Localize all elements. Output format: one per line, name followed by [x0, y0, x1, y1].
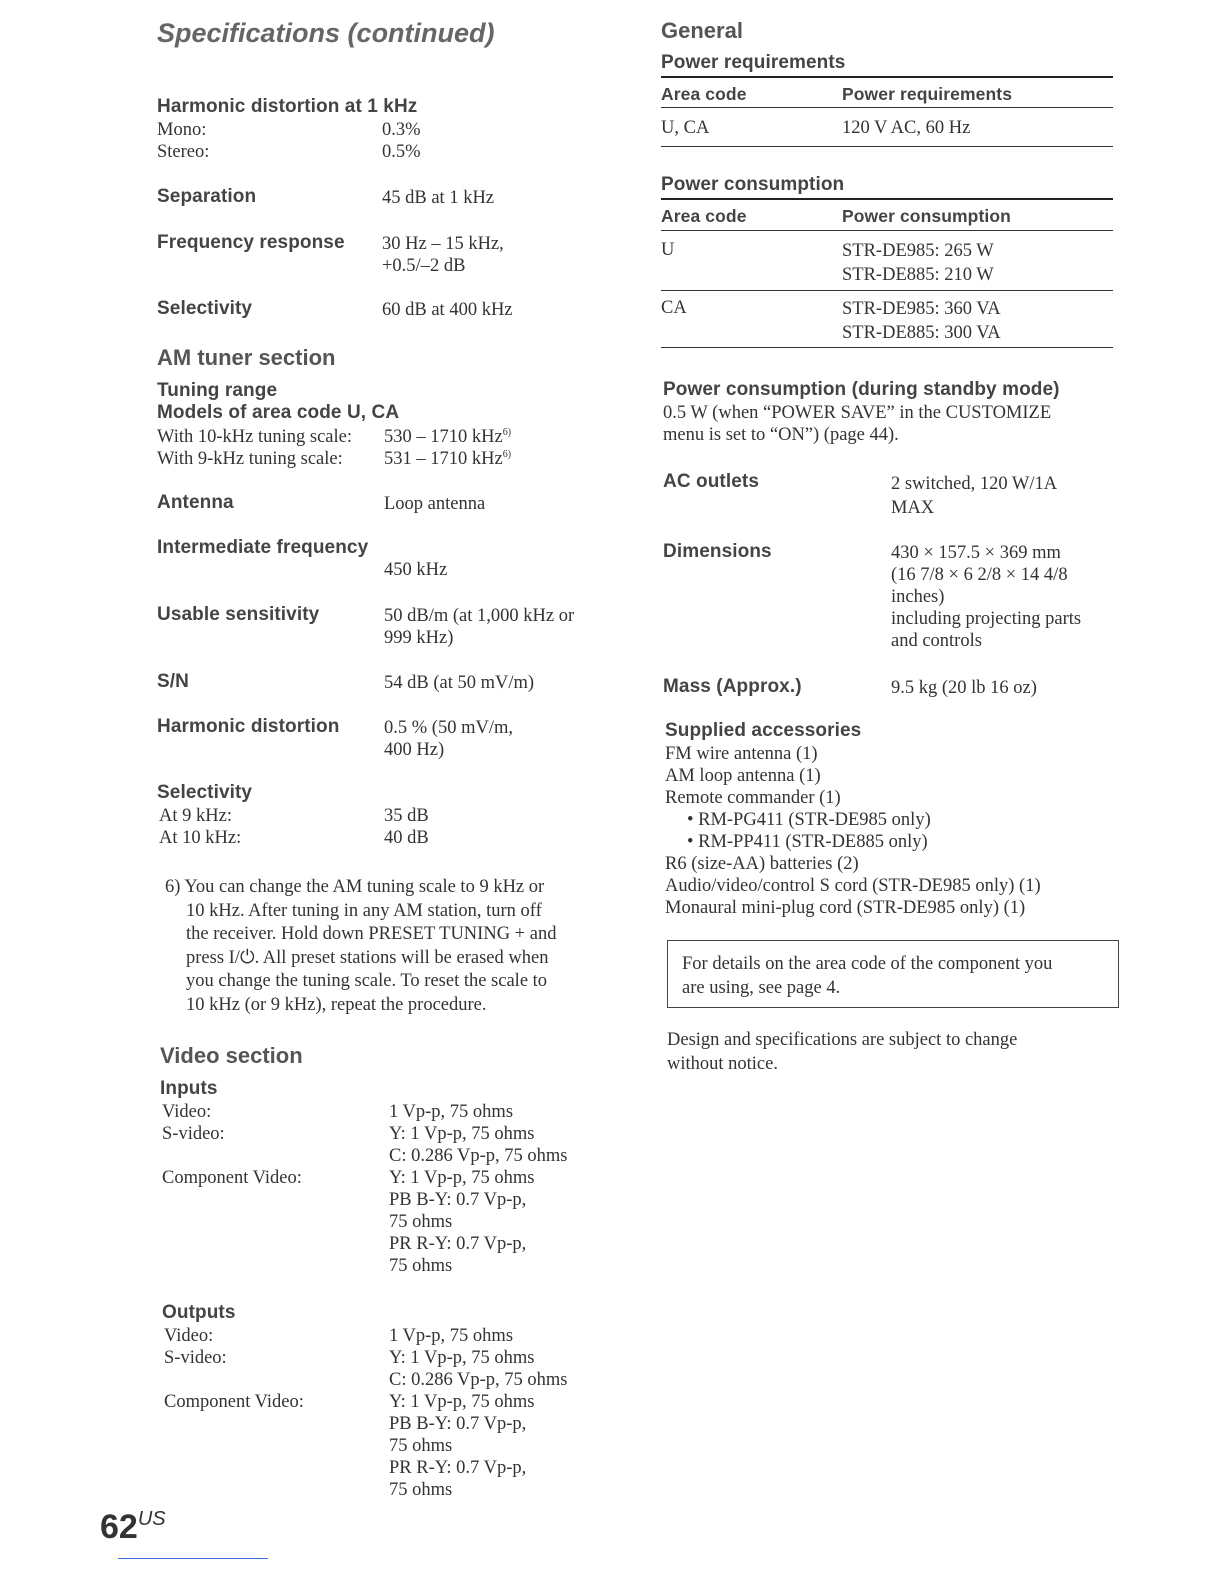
footnote-line: 6) You can change the AM tuning scale to 9 kHz or — [165, 877, 545, 897]
ac-outlets-label: AC outlets — [663, 471, 759, 492]
power-cons-heading: Power consumption — [661, 174, 845, 195]
outputs-video-value: 1 Vp-p, 75 ohms — [389, 1326, 514, 1346]
footnote-line: 10 kHz. After tuning in any AM station, turn off — [186, 900, 542, 921]
standby-line-1: 0.5 W (when “POWER SAVE” in the CUSTOMIZE — [663, 403, 1052, 423]
am-selectivity-heading: Selectivity — [157, 782, 253, 803]
sensitivity-values — [384, 605, 574, 649]
am-harmonic-value-2: 400 Hz) — [384, 740, 445, 760]
video-section-heading: Video section — [160, 1043, 303, 1068]
am-selectivity-10k-value: 40 dB — [384, 828, 429, 848]
accessory-item: R6 (size-AA) batteries (2) — [665, 854, 859, 874]
power-cons-col-value: Power consumption — [842, 206, 1011, 226]
separation-label: Separation — [157, 186, 257, 207]
accessory-item: AM loop antenna (1) — [665, 766, 821, 786]
inputs-svideo-value-1: Y: 1 Vp-p, 75 ohms — [389, 1124, 535, 1144]
inputs-svideo-value-2: C: 0.286 Vp-p, 75 ohms — [389, 1146, 568, 1166]
footnote-line: the receiver. Hold down PRESET TUNING + and — [186, 924, 557, 944]
separation-value: 45 dB at 1 kHz — [382, 188, 495, 208]
footnote — [165, 876, 556, 1017]
antenna-value: Loop antenna — [384, 494, 486, 514]
note-box-line-2: are using, see page 4. — [682, 978, 841, 998]
inputs-video-value: 1 Vp-p, 75 ohms — [389, 1102, 514, 1122]
am-harmonic-values — [384, 717, 513, 761]
footer-rule — [118, 1558, 268, 1559]
ac-outlets-value-2: MAX — [891, 498, 935, 518]
inputs-component-line: Y: 1 Vp-p, 75 ohms — [389, 1168, 535, 1188]
sensitivity-label: Usable sensitivity — [157, 604, 320, 625]
standby-heading: Power consumption (during standby mode) — [663, 379, 1060, 400]
models-heading: Models of area code U, CA — [157, 402, 400, 423]
outputs-heading: Outputs — [162, 1302, 236, 1323]
harmonic-labels — [157, 119, 209, 163]
footnote-line: you change the tuning scale. To reset the scale to — [186, 971, 548, 991]
dimensions-line: (16 7/8 × 6 2/8 × 14 4/8 — [891, 565, 1068, 585]
power-req-area: U, CA — [661, 118, 710, 138]
tuning-values — [384, 426, 511, 470]
page-number — [100, 1508, 166, 1547]
footnote-ref: 6) — [502, 426, 512, 438]
harmonic-stereo-label: Stereo: — [157, 142, 210, 162]
antenna-label: Antenna — [157, 492, 234, 513]
inputs-component-label: Component Video: — [162, 1168, 302, 1188]
power-req-header-rule — [661, 107, 1113, 108]
power-cons-area-ca: CA — [661, 298, 687, 318]
inputs-component-line: 75 ohms — [389, 1256, 453, 1276]
harmonic-heading: Harmonic distortion at 1 kHz — [157, 96, 418, 117]
inputs-values — [389, 1101, 568, 1277]
frequency-values — [382, 233, 504, 277]
dimensions-line: and controls — [891, 631, 982, 651]
am-selectivity-values — [384, 805, 429, 849]
selectivity-label: Selectivity — [157, 298, 253, 319]
intermediate-value: 450 kHz — [384, 560, 448, 580]
inputs-component-line: 75 ohms — [389, 1212, 453, 1232]
sensitivity-value-2: 999 kHz) — [384, 628, 454, 648]
am-selectivity-10k-label: At 10 kHz: — [159, 828, 242, 848]
power-cons-header-rule — [661, 230, 1113, 231]
mass-value: 9.5 kg (20 lb 16 oz) — [891, 678, 1037, 698]
power-cons-col-area: Area code — [661, 206, 747, 226]
outputs-component-line: Y: 1 Vp-p, 75 ohms — [389, 1392, 535, 1412]
harmonic-mono-label: Mono: — [157, 120, 207, 140]
outputs-component-line: PB B-Y: 0.7 Vp-p, — [389, 1414, 527, 1434]
inputs-component-line: PB B-Y: 0.7 Vp-p, — [389, 1190, 527, 1210]
accessories-heading: Supplied accessories — [665, 720, 862, 741]
power-cons-u-v2: STR-DE885: 210 W — [842, 265, 994, 285]
footnote-line: press I/⏻. All preset stations will be erased when — [186, 947, 549, 968]
accessory-item: Audio/video/control S cord (STR-DE985 only) (1) — [665, 876, 1041, 896]
outputs-component-line: 75 ohms — [389, 1436, 453, 1456]
dimensions-values — [891, 542, 1081, 652]
power-req-col-value: Power requirements — [842, 84, 1013, 104]
tuning-labels — [157, 426, 352, 470]
mass-label: Mass (Approx.) — [663, 676, 802, 697]
footnote-ref: 6) — [502, 448, 512, 460]
accessories-list — [665, 743, 1041, 919]
power-cons-u-values — [842, 239, 994, 287]
am-section-heading: AM tuner section — [157, 345, 336, 370]
general-heading: General — [661, 18, 743, 43]
power-req-top-rule — [661, 76, 1113, 78]
power-req-bottom-rule — [661, 146, 1113, 147]
harmonic-mono-value: 0.3% — [382, 120, 421, 140]
power-cons-ca-v1: STR-DE985: 360 VA — [842, 299, 1001, 319]
intermediate-label: Intermediate frequency — [157, 537, 369, 558]
inputs-heading: Inputs — [160, 1078, 218, 1099]
power-cons-u-v1: STR-DE985: 265 W — [842, 241, 994, 261]
ac-outlets-value-1: 2 switched, 120 W/1A — [891, 474, 1058, 494]
frequency-value-1: 30 Hz – 15 kHz, — [382, 234, 504, 254]
dimensions-line: 430 × 157.5 × 369 mm — [891, 543, 1061, 563]
frequency-label: Frequency response — [157, 232, 345, 253]
accessory-item: Remote commander (1) — [665, 788, 841, 808]
note-box-line-1: For details on the area code of the component you — [682, 954, 1053, 974]
accessory-item: FM wire antenna (1) — [665, 744, 818, 764]
page-number-value: 62 — [100, 1508, 138, 1546]
sn-value: 54 dB (at 50 mV/m) — [384, 673, 535, 693]
harmonic-stereo-value: 0.5% — [382, 142, 421, 162]
power-cons-top-rule — [661, 198, 1113, 200]
page-number-suffix: US — [137, 1508, 166, 1530]
am-harmonic-value-1: 0.5 % (50 mV/m, — [384, 718, 513, 738]
sensitivity-value-1: 50 dB/m (at 1,000 kHz or — [384, 606, 575, 626]
outputs-component-line: 75 ohms — [389, 1480, 453, 1500]
page-title: Specifications (continued) — [157, 18, 495, 48]
power-req-value: 120 V AC, 60 Hz — [842, 118, 971, 138]
outputs-svideo-value-2: C: 0.286 Vp-p, 75 ohms — [389, 1370, 568, 1390]
disclaimer-line-1: Design and specifications are subject to change — [667, 1030, 1018, 1050]
dimensions-line: inches) — [891, 587, 945, 607]
tuning-9k-value: 531 – 1710 kHz — [384, 449, 503, 469]
harmonic-values — [382, 119, 421, 163]
outputs-values — [389, 1325, 568, 1501]
power-req-heading: Power requirements — [661, 52, 846, 73]
power-cons-area-u: U — [661, 240, 675, 260]
tuning-10k-label: With 10-kHz tuning scale: — [157, 427, 352, 447]
am-selectivity-9k-label: At 9 kHz: — [159, 806, 232, 826]
tuning-range-heading: Tuning range — [157, 380, 278, 401]
power-cons-ca-v2: STR-DE885: 300 VA — [842, 323, 1001, 343]
inputs-labels — [162, 1101, 302, 1189]
outputs-svideo-label: S-video: — [164, 1348, 227, 1368]
accessory-item: • RM-PG411 (STR-DE985 only) — [687, 810, 931, 830]
dimensions-label: Dimensions — [663, 541, 772, 562]
standby-text — [663, 402, 1051, 446]
am-selectivity-9k-value: 35 dB — [384, 806, 429, 826]
power-req-col-area: Area code — [661, 84, 747, 104]
inputs-svideo-label: S-video: — [162, 1124, 225, 1144]
tuning-9k-label: With 9-kHz tuning scale: — [157, 449, 343, 469]
accessory-item: Monaural mini-plug cord (STR-DE985 only) (1) — [665, 898, 1026, 918]
accessory-item: • RM-PP411 (STR-DE885 only) — [687, 832, 928, 852]
power-cons-bottom-rule — [661, 347, 1113, 348]
ac-outlets-values — [891, 472, 1057, 520]
power-cons-mid-rule — [661, 290, 1113, 291]
outputs-svideo-value-1: Y: 1 Vp-p, 75 ohms — [389, 1348, 535, 1368]
dimensions-line: including projecting parts — [891, 609, 1082, 629]
am-selectivity-labels — [159, 805, 241, 849]
am-harmonic-label: Harmonic distortion — [157, 716, 340, 737]
selectivity-value: 60 dB at 400 kHz — [382, 300, 513, 320]
footnote-line: 10 kHz (or 9 kHz), repeat the procedure. — [186, 994, 487, 1015]
tuning-10k-value: 530 – 1710 kHz — [384, 427, 503, 447]
disclaimer — [667, 1028, 1017, 1076]
inputs-component-line: PR R-Y: 0.7 Vp-p, — [389, 1234, 527, 1254]
frequency-value-2: +0.5/–2 dB — [382, 256, 466, 276]
disclaimer-line-2: without notice. — [667, 1054, 778, 1074]
outputs-labels — [164, 1325, 304, 1413]
standby-line-2: menu is set to “ON”) (page 44). — [663, 425, 899, 445]
outputs-component-label: Component Video: — [164, 1392, 304, 1412]
outputs-component-line: PR R-Y: 0.7 Vp-p, — [389, 1458, 527, 1478]
outputs-video-label: Video: — [164, 1326, 214, 1346]
power-cons-ca-values — [842, 297, 1001, 345]
note-box-text — [682, 952, 1052, 1000]
sn-label: S/N — [157, 671, 189, 692]
inputs-video-label: Video: — [162, 1102, 212, 1122]
